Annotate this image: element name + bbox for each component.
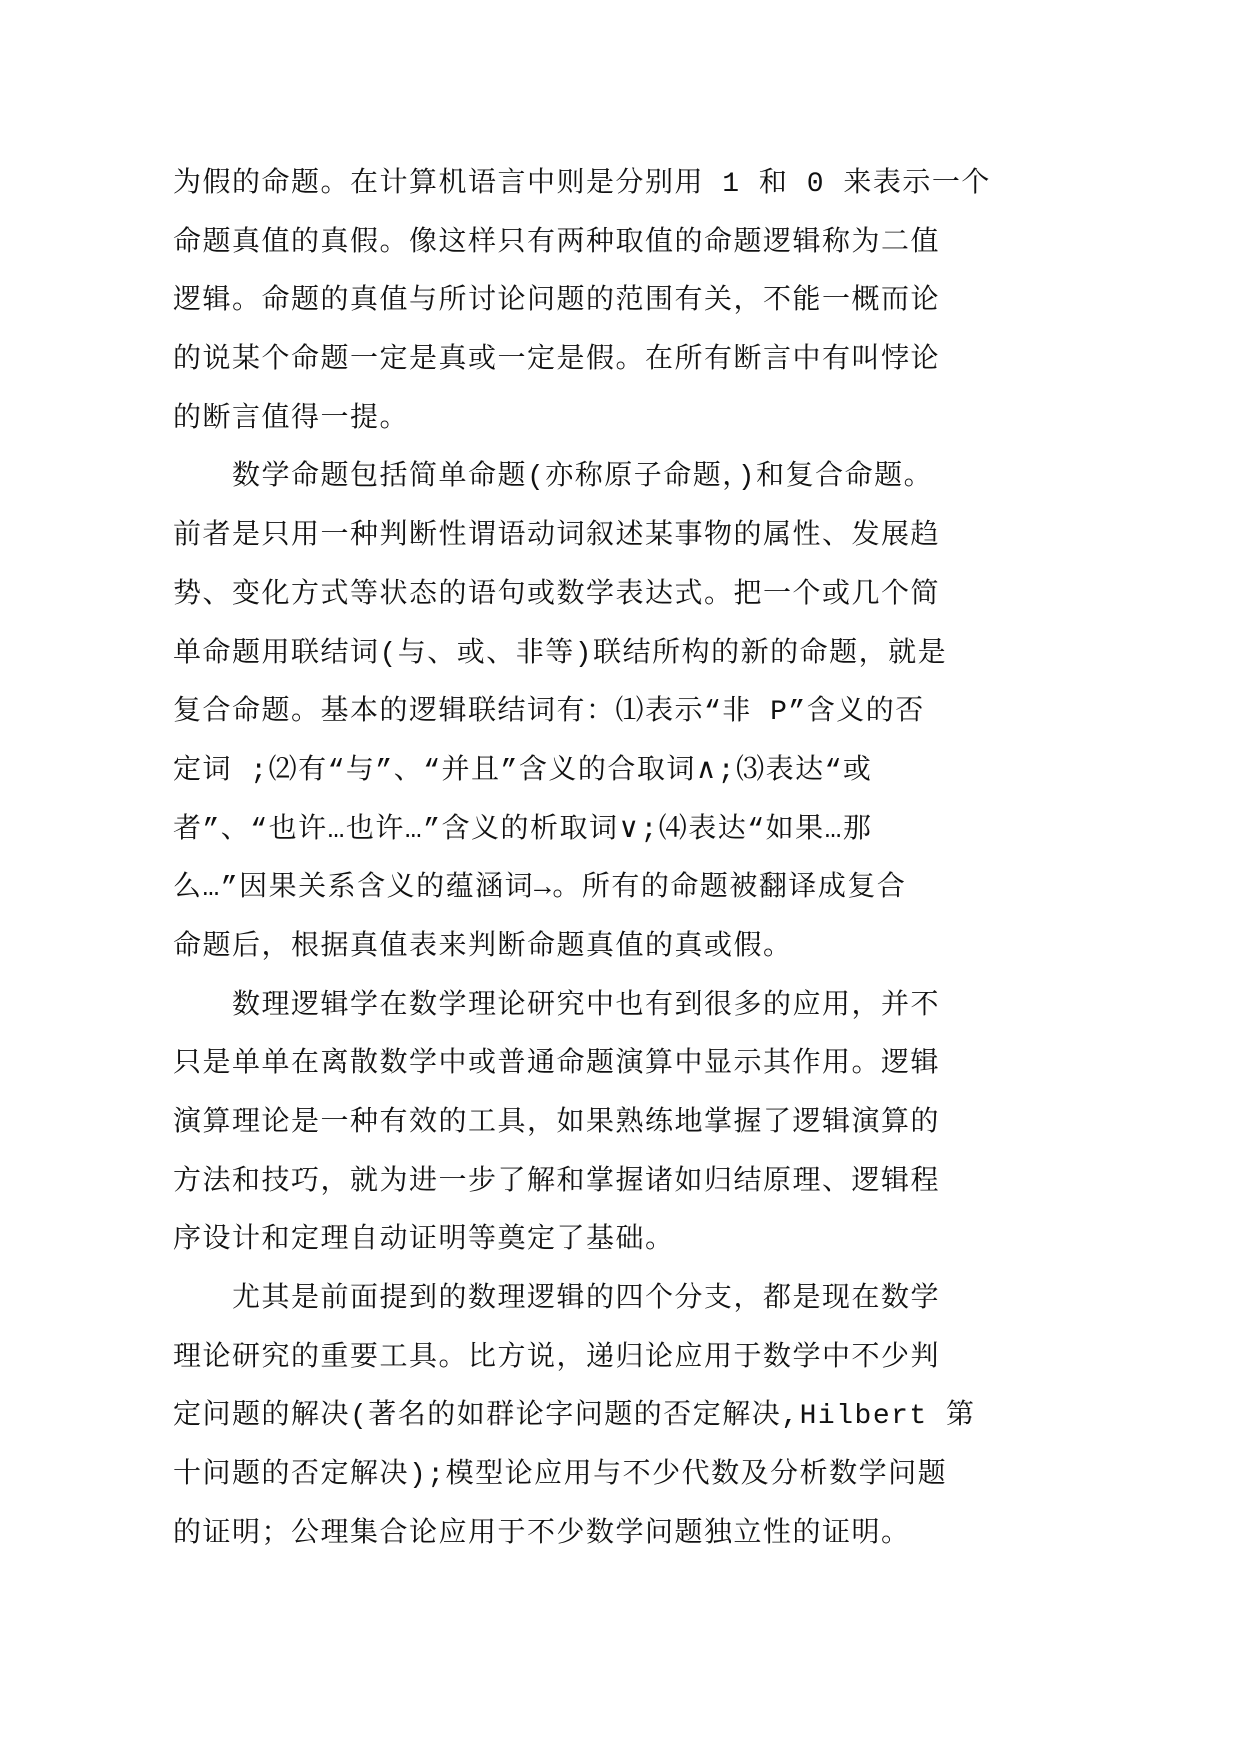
text-line: 只是单单在离散数学中或普通命题演算中显示其作用。逻辑: [173, 1049, 941, 1081]
text-line: 数理逻辑学在数学理论研究中也有到很多的应用，并不: [232, 990, 941, 1022]
text-line: 的说某个命题一定是真或一定是假。在所有断言中有叫悖论: [173, 345, 941, 377]
text-line: 么…”因果关系含义的蕴涵词→。所有的命题被翻译成复合: [173, 873, 907, 905]
text-line: 逻辑。命题的真值与所讨论问题的范围有关，不能一概而论: [173, 286, 941, 318]
text-line: 的证明；公理集合论应用于不少数学问题独立性的证明。: [173, 1518, 911, 1550]
text-line: 定词 ;⑵有“与”、“并且”含义的合取词∧;⑶表达“或: [173, 755, 873, 787]
text-line: 势、变化方式等状态的语句或数学表达式。把一个或几个简: [173, 579, 941, 611]
text-line: 命题后，根据真值表来判断命题真值的真或假。: [173, 931, 793, 963]
text-line: 命题真值的真假。像这样只有两种取值的命题逻辑称为二值: [173, 227, 941, 259]
text-line: 复合命题。基本的逻辑联结词有：⑴表示“非 P”含义的否: [173, 697, 925, 729]
paragraph: [173, 978, 993, 1271]
text-line: 理论研究的重要工具。比方说，递归论应用于数学中不少判: [173, 1342, 941, 1374]
text-line: 的断言值得一提。: [173, 403, 410, 435]
text-line: 单命题用联结词(与、或、非等)联结所构的新的命题，就是: [173, 638, 948, 670]
text-line: 十问题的否定解决);模型论应用与不少代数及分析数学问题: [173, 1460, 948, 1492]
document-body: [173, 156, 993, 1565]
text-line: 尤其是前面提到的数理逻辑的四个分支，都是现在数学: [232, 1284, 941, 1316]
text-line: 数学命题包括简单命题(亦称原子命题，)和复合命题。: [232, 462, 934, 494]
text-line: 序设计和定理自动证明等奠定了基础。: [173, 1225, 675, 1257]
text-line: 演算理论是一种有效的工具，如果熟练地掌握了逻辑演算的: [173, 1108, 941, 1139]
text-line: 为假的命题。在计算机语言中则是分别用 1 和 0 来表示一个: [173, 169, 991, 200]
text-line: 方法和技巧，就为进一步了解和掌握诸如归结原理、逻辑程: [173, 1166, 941, 1198]
text-line: 前者是只用一种判断性谓语动词叙述某事物的属性、发展趋: [173, 521, 941, 553]
text-line: 定问题的解决(著名的如群论字问题的否定解决,Hilbert 第: [173, 1401, 976, 1433]
text-line: 者”、“也许…也许…”含义的析取词∨;⑷表达“如果…那: [173, 814, 873, 846]
paragraph: [173, 1271, 993, 1564]
paragraph: [173, 156, 993, 449]
paragraph: [173, 449, 993, 977]
